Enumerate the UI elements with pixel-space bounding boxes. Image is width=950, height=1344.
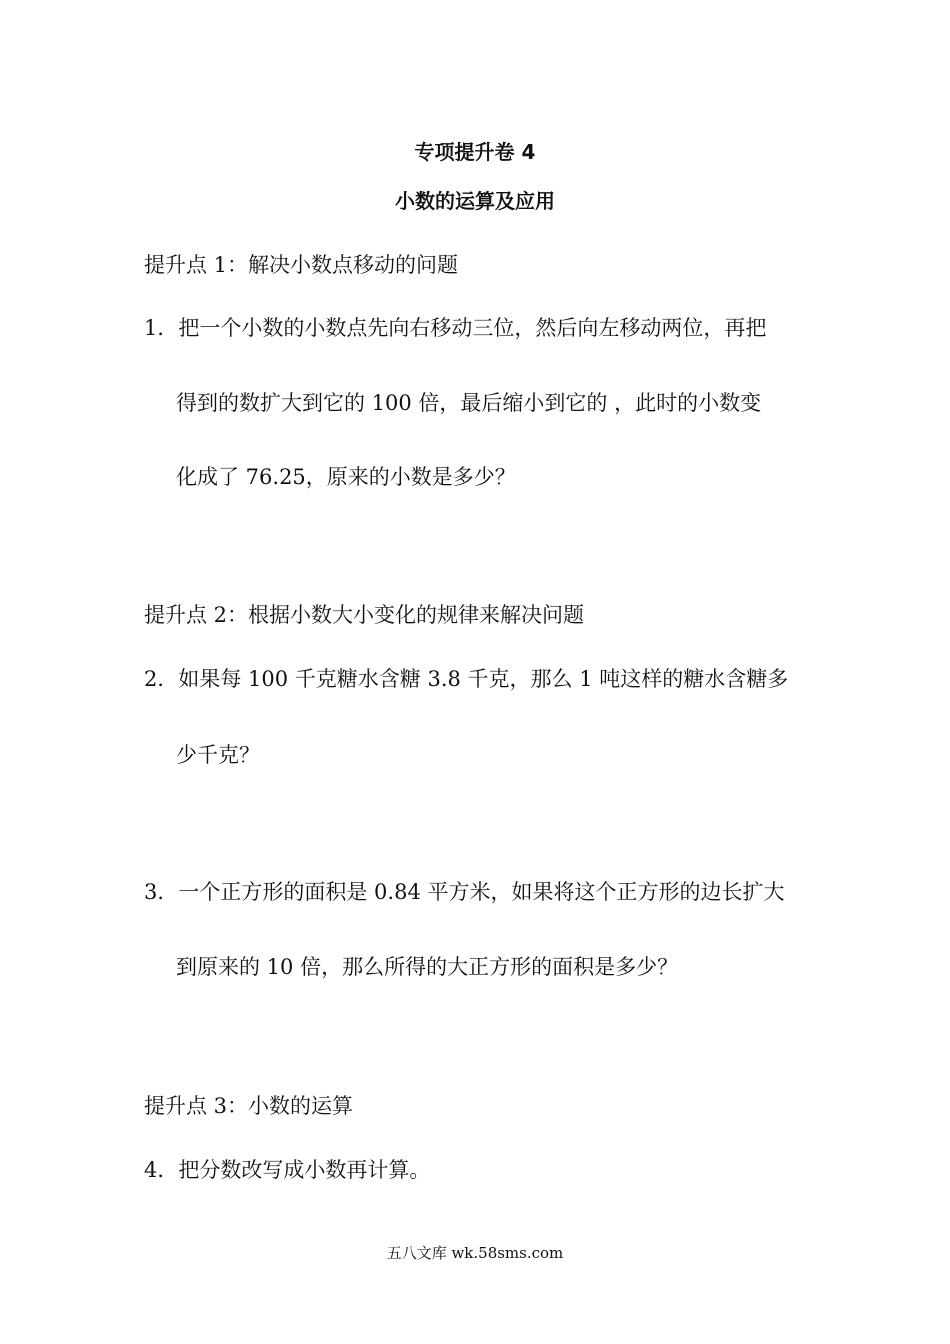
question-1-line-2: 得到的数扩大到它的 100 倍，最后缩小到它的 ，此时的小数变	[176, 391, 762, 415]
section-heading-2: 提升点 2：根据小数大小变化的规律来解决问题	[144, 603, 585, 627]
question-text: 如果每 100 千克糖水含糖 3.8 千克，那么 1 吨这样的糖水含糖多	[178, 667, 789, 691]
question-2-line-2: 少千克？	[176, 743, 260, 767]
question-number: 2．	[144, 667, 179, 691]
question-2-line-1	[144, 664, 788, 694]
question-number: 4．	[144, 1158, 179, 1182]
question-number: 1．	[144, 316, 179, 340]
question-1-line-3: 化成了 76.25，原来的小数是多少？	[176, 465, 516, 489]
question-number: 3．	[144, 880, 179, 904]
question-1-line-1	[144, 313, 766, 343]
question-text: 一个正方形的面积是 0.84 平方米，如果将这个正方形的边长扩大	[178, 880, 785, 904]
question-3-line-2: 到原来的 10 倍，那么所得的大正方形的面积是多少？	[176, 955, 679, 979]
question-text: 把一个小数的小数点先向右移动三位，然后向左移动两位，再把	[178, 316, 767, 340]
question-3-line-1	[144, 877, 784, 907]
section-heading-1: 提升点 1：解决小数点移动的问题	[144, 253, 459, 277]
page-title: 专项提升卷 4	[414, 140, 536, 164]
section-heading-3: 提升点 3：小数的运算	[144, 1094, 354, 1118]
page-footer: 五八文库 wk.58sms.com	[386, 1244, 564, 1262]
question-4-line-1	[144, 1155, 430, 1185]
page-subtitle: 小数的运算及应用	[395, 189, 555, 213]
question-text: 把分数改写成小数再计算。	[178, 1158, 431, 1182]
